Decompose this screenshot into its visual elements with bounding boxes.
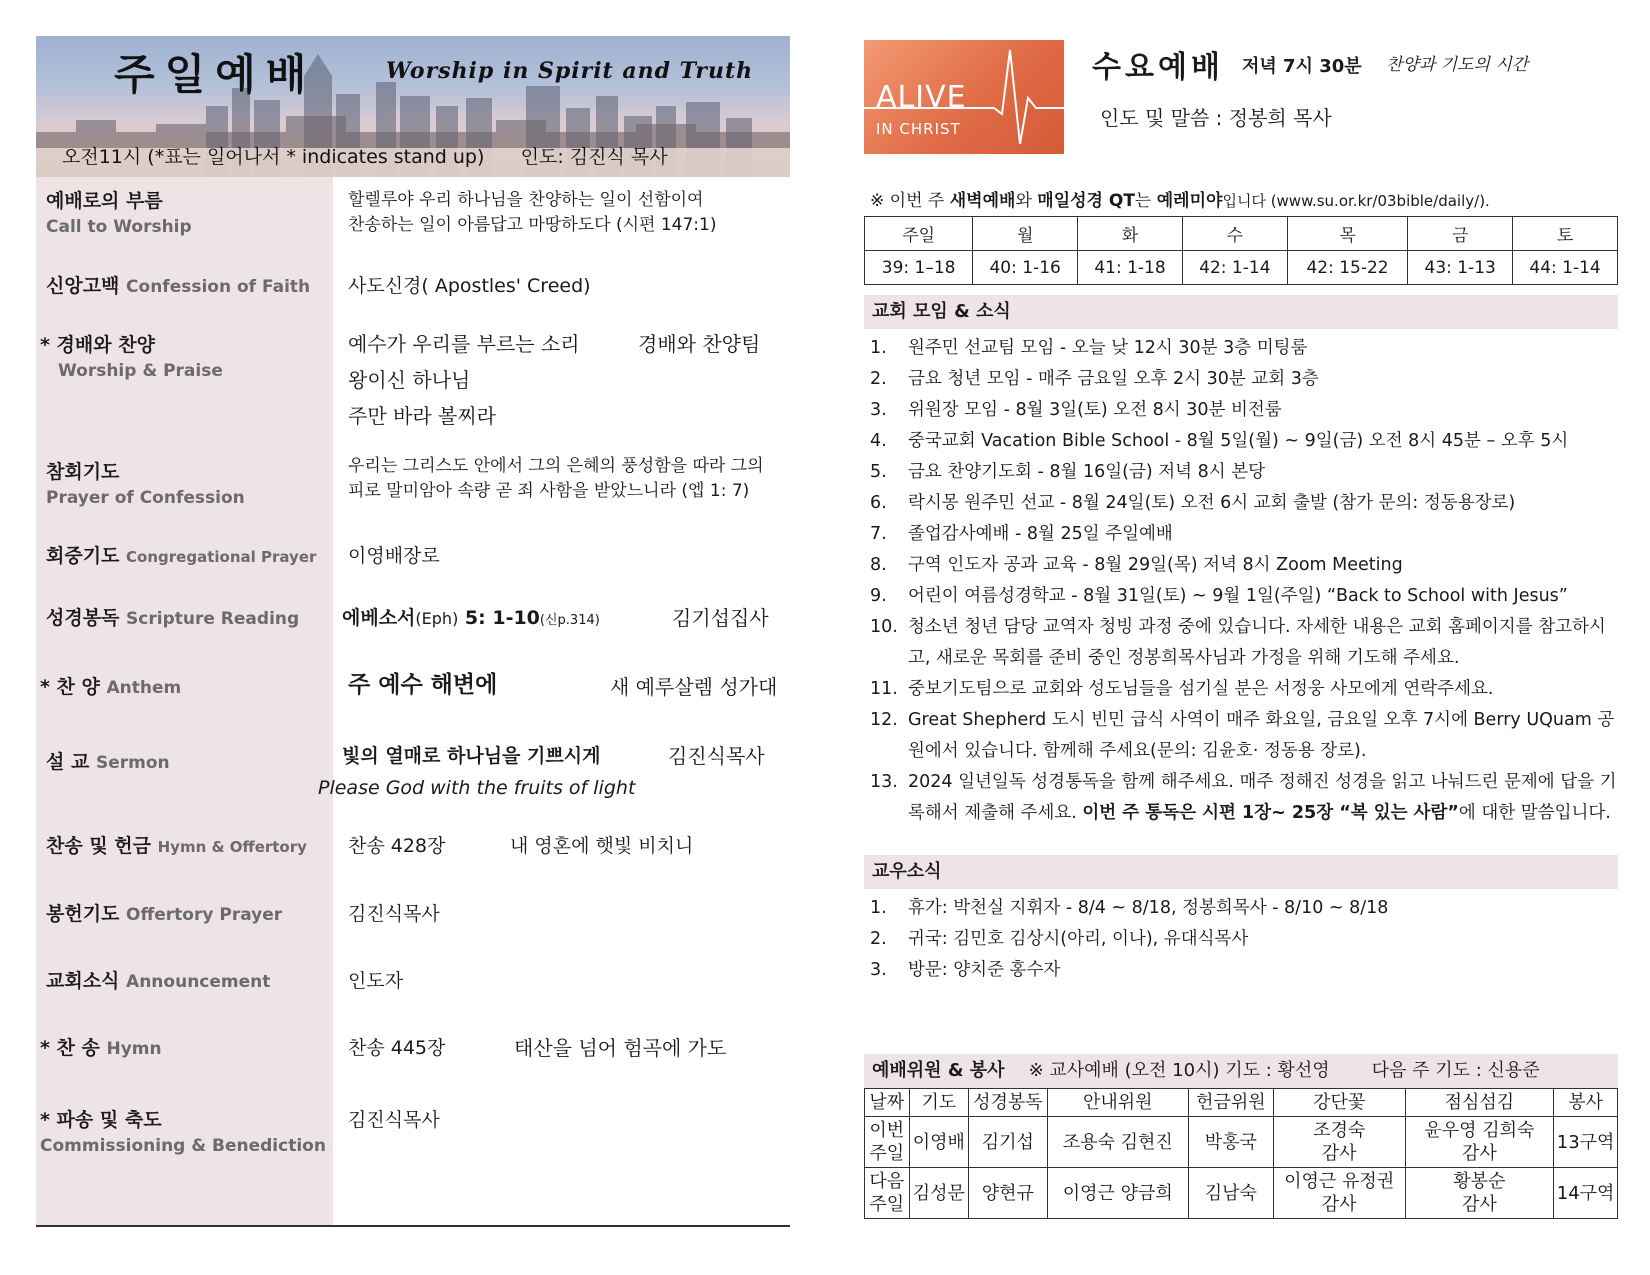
list-item: 4. 중국교회 Vacation Bible School - 8월 5일(월) ~ 9일(금) 오전 8시 45분 – 오후 5시	[870, 431, 1569, 451]
order-label: 성경봉독	[46, 607, 120, 629]
table-header-cell: 강단꽃	[1273, 1089, 1405, 1117]
logo-line-2: IN CHRIST	[876, 120, 961, 138]
congregational-prayer-leader: 이영배장로	[348, 545, 440, 567]
list-item: 10. 청소년 청년 담당 교역자 청빙 과정 중에 있습니다. 자세한 내용은 교회 홈페이지를 참고하시고, 새로운 목회를 준비 중인 정봉희목사님과 가정을 위해 기도해 주세요.	[870, 617, 1606, 668]
call-to-worship-line: 찬송하는 일이 아름답고 마땅하도다 (시편 147:1)	[348, 215, 717, 235]
list-item: 1. 원주민 선교팀 모임 - 오늘 낮 12시 30분 3층 미팅룸	[870, 338, 1308, 358]
table-cell: 김기섭	[969, 1117, 1048, 1168]
list-item: 7. 졸업감사예배 - 8월 25일 주일예배	[870, 524, 1173, 544]
order-label-en: Offertory Prayer	[126, 905, 283, 925]
order-label: * 경배와 찬양	[40, 334, 155, 356]
list-item: 11. 중보기도팀으로 교회와 성도님들을 섬기실 분은 서정웅 사모에게 연락주세요.	[870, 679, 1494, 699]
table-header-cell: 토	[1513, 217, 1618, 251]
table-header-cell: 헌금위원	[1188, 1089, 1273, 1117]
table-cell: 김성문	[909, 1168, 968, 1219]
list-item: 12. Great Shepherd 도시 빈민 급식 사역이 매주 화요일, 금요일 오후 7시에 Berry UQuam 공원에서 있습니다. 함께해 주세요(문의: 김윤호· 정동용 장로).	[870, 710, 1615, 761]
praise-leader: 경배와 찬양팀	[638, 332, 761, 356]
table-cell: 양현규	[969, 1168, 1048, 1219]
table-header-cell: 성경봉독	[969, 1089, 1048, 1117]
offertory-hymn-number: 찬송 428장	[348, 835, 446, 857]
order-label: 찬송 및 헌금	[46, 835, 151, 857]
table-row	[865, 217, 1618, 251]
list-item: 5. 금요 찬양기도회 - 8월 16일(금) 저녁 8시 본당	[870, 462, 1266, 482]
member-news-list	[864, 893, 1618, 986]
sermon-title: 빛의 열매로 하나님을 기쁘시게	[342, 745, 601, 767]
call-to-worship-line: 할렐루야 우리 하나님을 찬양하는 일이 선함이여	[348, 190, 704, 210]
anthem-title: 주 예수 해변에	[348, 672, 498, 698]
list-item: 2. 귀국: 김민호 김상시(아리, 이나), 유대식목사	[870, 929, 1249, 949]
table-header-cell: 목	[1287, 217, 1408, 251]
table-cell: 황봉순 감사	[1405, 1168, 1554, 1219]
order-label: 회중기도	[46, 545, 120, 567]
order-label-en: Congregational Prayer	[126, 548, 317, 566]
list-item: 6. 락시몽 원주민 선교 - 8월 24일(토) 오전 6시 교회 출발 (참가 문의: 정동용장로)	[870, 493, 1516, 513]
sunday-motto: Worship in Spirit and Truth	[386, 58, 754, 84]
wednesday-title: 수요예배	[1092, 50, 1224, 85]
table-header-cell: 안내위원	[1047, 1089, 1188, 1117]
order-label-en: Sermon	[95, 753, 170, 773]
table-header-cell: 점심섬김	[1405, 1089, 1554, 1117]
closing-hymn-title: 태산을 넘어 험곡에 가도	[514, 1036, 727, 1060]
table-cell: 이영근 유정권 감사	[1273, 1168, 1405, 1219]
order-label: 교회소식	[46, 970, 120, 992]
church-news-list	[864, 333, 1618, 829]
table-cell: 42: 15-22	[1287, 251, 1408, 285]
order-label-en: Prayer of Confession	[46, 488, 245, 508]
table-cell: 14구역	[1554, 1168, 1618, 1219]
table-cell: 42: 1-14	[1182, 251, 1287, 285]
order-label: 설 교	[46, 751, 90, 773]
order-label-en: Worship & Praise	[58, 361, 223, 381]
sunday-worship-page	[36, 36, 790, 1227]
table-cell: 윤우영 김희숙 감사	[1405, 1117, 1554, 1168]
order-label: 신앙고백	[46, 275, 120, 297]
table-header-cell: 월	[973, 217, 1078, 251]
table-cell: 조용숙 김현진	[1047, 1117, 1188, 1168]
order-label-en: Scripture Reading	[126, 609, 300, 629]
announcement-leader: 인도자	[348, 970, 404, 992]
order-label: * 찬 양	[40, 676, 100, 698]
list-item: 9. 어린이 여름성경학교 - 8월 31일(토) ~ 9월 1일(주일) “Back to School with Jesus”	[870, 586, 1568, 606]
list-item: 3. 방문: 양치준 홍수자	[870, 960, 1061, 980]
confession-line: 피로 말미암아 속량 곧 죄 사함을 받았느니라 (엡 1: 7)	[348, 481, 750, 501]
wednesday-subtitle: 찬양과 기도의 시간	[1386, 55, 1529, 75]
table-header-cell: 수	[1182, 217, 1287, 251]
table-cell: 13구역	[1554, 1117, 1618, 1168]
member-news-header: 교우소식	[864, 855, 1618, 889]
table-cell: 39: 1–18	[865, 251, 973, 285]
table-header-cell: 화	[1078, 217, 1183, 251]
sunday-service-info: 오전11시 (*표는 일어나서 * indicates stand up) 인도: 김진식 목사	[62, 146, 668, 168]
order-label-en: Confession of Faith	[126, 277, 311, 297]
praise-song: 주만 바라 볼찌라	[348, 404, 496, 428]
service-committee-table	[864, 1088, 1618, 1219]
table-header-cell: 주일	[865, 217, 973, 251]
table-cell: 이영배	[909, 1117, 968, 1168]
table-cell: 다음 주일	[865, 1168, 910, 1219]
table-header-cell: 봉사	[1554, 1089, 1618, 1117]
table-cell: 이영근 양금희	[1047, 1168, 1188, 1219]
offertory-prayer-leader: 김진식목사	[348, 903, 440, 925]
praise-song: 예수가 우리를 부르는 소리	[348, 332, 580, 356]
list-item: 13. 2024 일년일독 성경통독을 함께 해주세요. 매주 정해진 성경을 읽고 나눠드린 문제에 답을 기록해서 제출해 주세요. 이번 주 통독은 시편 1장~ 25장 “복 있는 사람”에 대한 말씀입니다.	[870, 772, 1617, 823]
table-cell: 박홍국	[1188, 1117, 1273, 1168]
order-label-en: Anthem	[106, 678, 182, 698]
qt-reading-table	[864, 216, 1618, 285]
table-header-cell: 금	[1408, 217, 1513, 251]
qt-note: ※ 이번 주 새벽예배와 매일성경 QT는 예레미야입니다 (www.su.or.kr/03bible/daily/).	[870, 191, 1490, 211]
table-cell: 43: 1-13	[1408, 251, 1513, 285]
closing-hymn-number: 찬송 445장	[348, 1037, 446, 1059]
sunday-title: 주일예배	[114, 50, 317, 99]
table-header-cell: 기도	[909, 1089, 968, 1117]
order-label-en: Hymn & Offertory	[157, 838, 307, 856]
anthem-choir: 새 예루살렘 성가대	[610, 675, 778, 699]
order-label: 참회기도	[46, 461, 120, 483]
church-news-header: 교회 모임 & 소식	[864, 295, 1618, 329]
table-cell: 김남숙	[1188, 1168, 1273, 1219]
logo-line-1: ALIVE	[876, 80, 967, 115]
wednesday-leader: 인도 및 말씀 : 정봉희 목사	[1100, 106, 1332, 130]
order-label: * 찬 송	[40, 1037, 100, 1059]
order-label-en: Call to Worship	[46, 217, 192, 237]
order-label-en: Announcement	[126, 972, 271, 992]
table-row	[865, 1117, 1618, 1168]
table-cell: 이번 주일	[865, 1117, 910, 1168]
offertory-hymn-title: 내 영혼에 햇빛 비치니	[510, 835, 694, 857]
creed-text: 사도신경( Apostles' Creed)	[348, 275, 591, 297]
confession-line: 우리는 그리스도 안에서 그의 은혜의 풍성함을 따라 그의	[348, 456, 764, 476]
list-item: 1. 휴가: 박천실 지휘자 - 8/4 ~ 8/18, 정봉희목사 - 8/10 ~ 8/18	[870, 898, 1389, 918]
table-row	[865, 1168, 1618, 1219]
benediction-leader: 김진식목사	[348, 1109, 440, 1131]
order-label: 봉헌기도	[46, 903, 120, 925]
list-item: 3. 위원장 모임 - 8월 3일(토) 오전 8시 30분 비전룸	[870, 400, 1282, 420]
alive-in-christ-logo	[864, 40, 1064, 154]
order-label: * 파송 및 축도	[40, 1109, 162, 1131]
table-cell: 44: 1-14	[1513, 251, 1618, 285]
table-header-cell: 날짜	[865, 1089, 910, 1117]
service-committee-header: 예배위원 & 봉사 ※ 교사예배 (오전 10시) 기도 : 황선영 다음 주 기도 : 신용준	[864, 1054, 1618, 1088]
sunday-banner	[36, 36, 790, 177]
table-cell: 조경숙 감사	[1273, 1117, 1405, 1168]
order-label-en: Commissioning & Benediction	[40, 1136, 326, 1156]
praise-song: 왕이신 하나님	[348, 368, 471, 392]
table-row	[865, 1089, 1618, 1117]
list-item: 2. 금요 청년 모임 - 매주 금요일 오후 2시 30분 교회 3층	[870, 369, 1319, 389]
sermon-title-en: Please God with the fruits of light	[318, 777, 636, 799]
order-of-worship	[36, 177, 790, 1227]
table-row	[865, 251, 1618, 285]
wednesday-time: 저녁 7시 30분	[1242, 56, 1362, 77]
list-item: 8. 구역 인도자 공과 교육 - 8월 29일(목) 저녁 8시 Zoom Meeting	[870, 555, 1403, 575]
order-label-en: Hymn	[106, 1039, 162, 1059]
table-cell: 41: 1-18	[1078, 251, 1183, 285]
scripture-reference: 에베소서(Eph) 5: 1-10(신p.314)	[342, 607, 600, 629]
table-cell: 40: 1-16	[973, 251, 1078, 285]
order-label: 예배로의 부름	[46, 190, 163, 212]
sermon-preacher: 김진식목사	[668, 744, 765, 768]
scripture-reader: 김기섭집사	[672, 606, 769, 630]
